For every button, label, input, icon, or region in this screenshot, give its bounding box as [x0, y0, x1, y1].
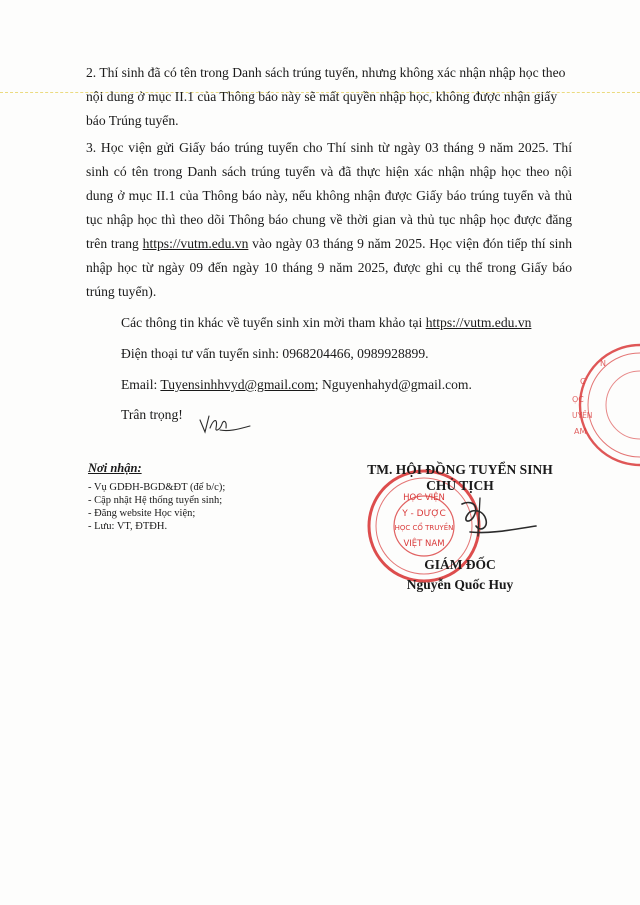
svg-text:UYỀN: UYỀN: [572, 411, 593, 420]
item-2-paragraph: [86, 61, 572, 133]
item-3-text-part2: vào ngày 03 tháng 9 năm 2025. Học viện đón tiếp thí sinh nhập học từ ngày 09 đến ngày 10 tháng 9 năm 2025, được ghi cụ thể trong Giấy báo trúng tuyển).: [86, 236, 572, 299]
recipient-item: - Vụ GDĐH-BGD&ĐT (để b/c);: [88, 482, 226, 493]
signer-name: Nguyễn Quốc Huy: [406, 577, 514, 592]
recipients-list: [88, 481, 225, 533]
stamp-line-3: HỌC CỔ TRUYỀN: [394, 524, 454, 532]
council-title: TM. HỘI ĐỒNG TUYỂN SINH: [367, 462, 553, 477]
svg-text:N: N: [600, 359, 606, 368]
stamp-line-4: VIỆT NAM: [403, 539, 445, 549]
email-link-1[interactable]: Tuyensinhhvyd@gmail.com: [160, 377, 315, 392]
info-reference-text: Các thông tin khác về tuyển sinh xin mời tham khảo tại: [121, 315, 426, 330]
recipient-item: - Cập nhật Hệ thống tuyển sinh;: [88, 495, 223, 506]
website-link[interactable]: https://vutm.edu.vn: [142, 236, 249, 251]
recipient-item: - Lưu: VT, ĐTĐH.: [88, 521, 168, 532]
item-3-text-part1: 3. Học viện gửi Giấy báo trúng tuyển cho Thí sinh từ ngày 03 tháng 9 năm 2025. Thí sinh có tên trong Danh sách trúng tuyển và đã thực hiện xác nhận nhập học theo nội dung ở mục II.1 của Thông báo này, nếu không nhận được Giấy báo trúng tuyển và thủ tục nhập học thì theo dõi Thông báo chung về thời gian và thủ tục nhập học được đăng trên trang: [86, 140, 572, 251]
svg-text:ỌC: ỌC: [572, 395, 584, 404]
item-2-line: 2. Thí sinh đã có tên trong Danh sách trúng tuyển, nhưng không xác nhận nhập học theo: [86, 65, 566, 80]
director-title: GIÁM ĐỐC: [424, 557, 496, 572]
recipient-item: - Đăng website Học viện;: [88, 508, 196, 519]
svg-text:AM: AM: [574, 427, 587, 436]
initials-signature: [196, 410, 252, 438]
info-reference-line: [121, 313, 531, 333]
recipients-title: Nơi nhận:: [88, 461, 142, 475]
phone-line: Điện thoại tư vấn tuyển sinh: 0968204466, 0989928899.: [121, 346, 429, 361]
item-2-line: nội dung ở mục II.1 của Thông báo này sẽ mất quyền nhập học, không được nhận giấy: [86, 89, 558, 104]
stamp-line-1: HỌC VIỆN: [403, 493, 445, 503]
item-3-paragraph: [86, 136, 572, 304]
email-rest: ; Nguyenhahyd@gmail.com.: [314, 377, 472, 392]
closing-line: Trân trọng!: [121, 407, 183, 422]
item-2-line: báo Trúng tuyển.: [86, 113, 179, 128]
website-link-2[interactable]: https://vutm.edu.vn: [425, 315, 532, 330]
handwritten-signature: [440, 492, 540, 552]
chairman-title: CHỦ TỊCH: [426, 478, 494, 493]
email-label: Email:: [121, 377, 161, 392]
partial-stamp: [560, 340, 640, 470]
email-line: [121, 375, 472, 395]
svg-text:C: C: [580, 377, 586, 386]
stamp-line-2: Y - DƯỢC: [402, 509, 446, 519]
